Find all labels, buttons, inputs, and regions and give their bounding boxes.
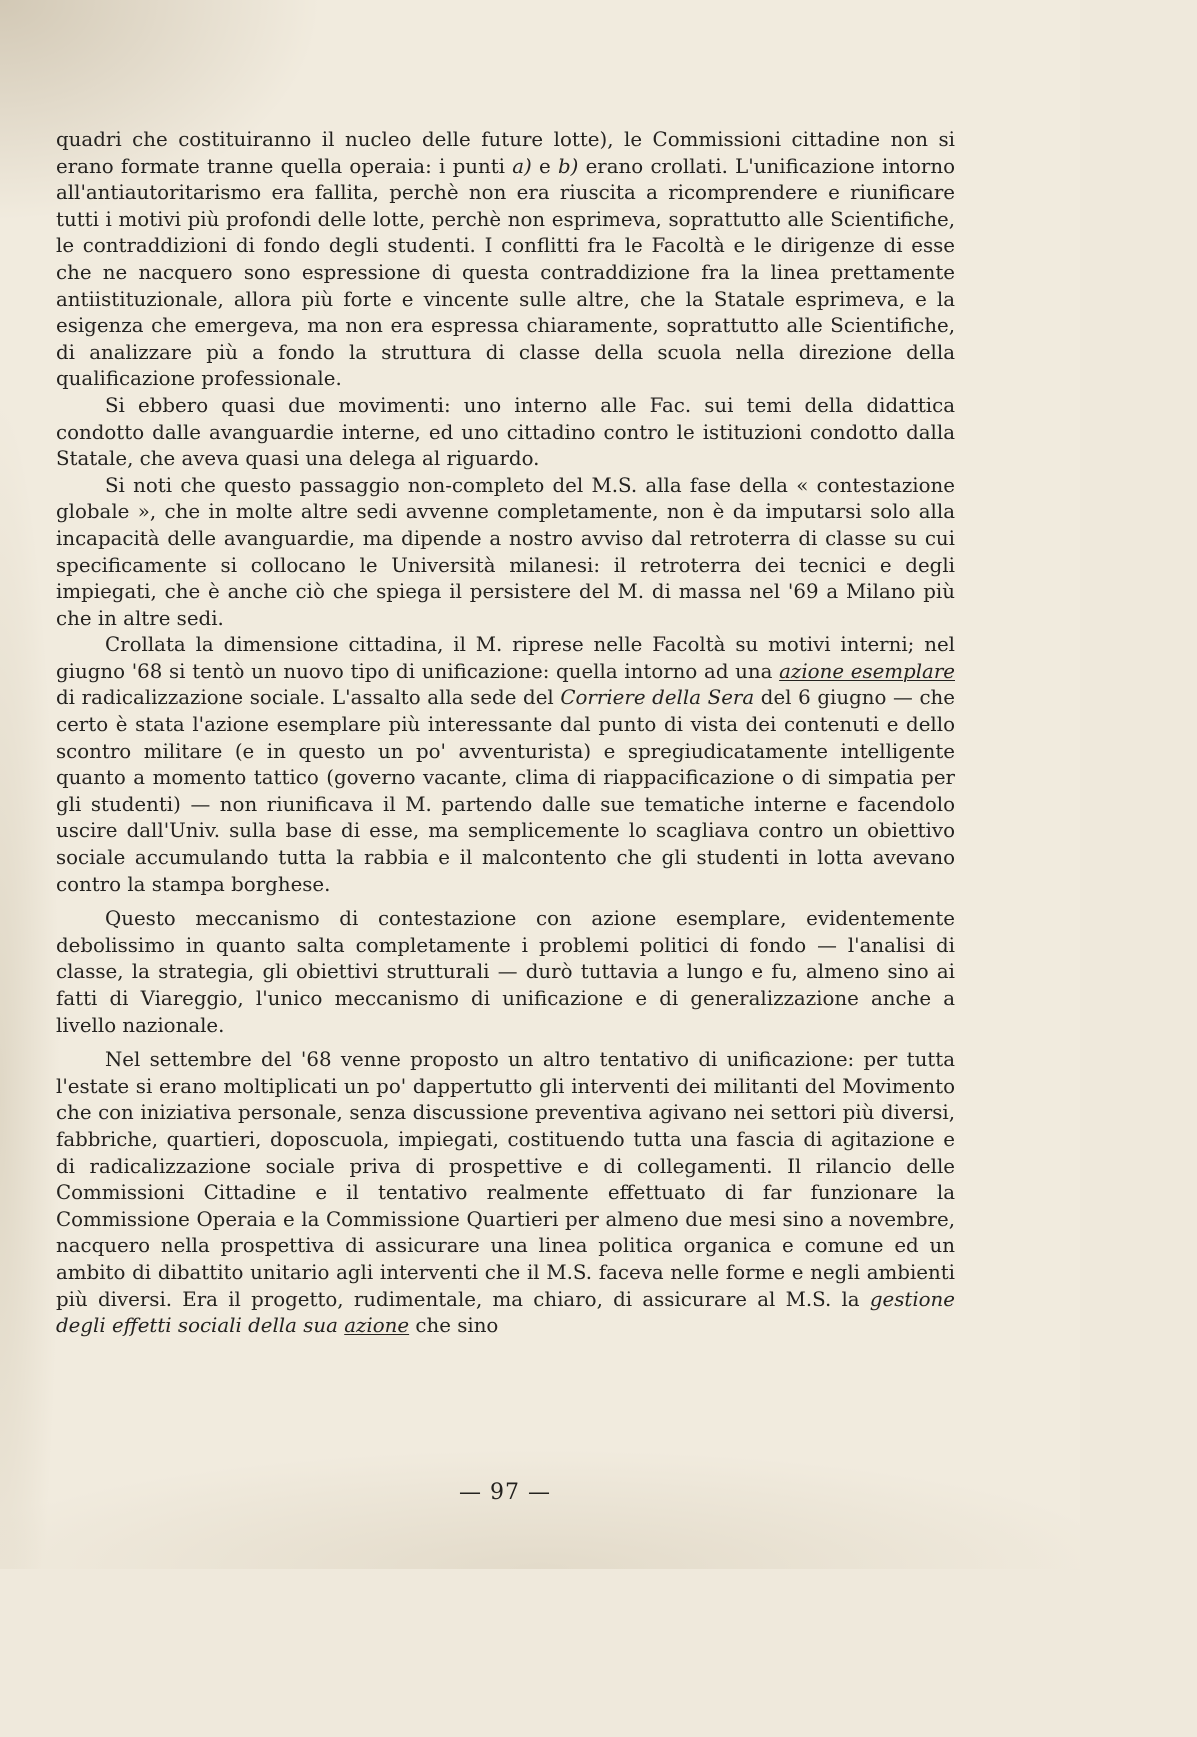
text-run: Crollata la dimensione cittadina, il M. riprese nelle Facoltà su motivi interni; nel giugno '68 si tentò un nuovo tipo di unificazione: quella intorno ad una — [56, 633, 955, 683]
text-run: Questo meccanismo di contestazione con azione esemplare, evidentemente debolissimo in quanto salta completamente i problemi politici di fondo — l'analisi di classe, la strategia, gli obiettivi strutturali — durò tuttavia a lungo e fu, almeno sino ai fatti di Viareggio, l'unico meccanismo di unificazione e di generalizzazione anche a livello nazionale. — [56, 907, 955, 1037]
text-run: erano crollati. L'unificazione intorno all'antiautoritarismo era fallita, perchè non era riuscita a ricomprendere e riunificare tutti i motivi più profondi delle lotte, perchè non esprimeva, soprattutto alle Scientifiche, le contraddizioni di fondo degli studenti. I conflitti fra le Facoltà e le dirigenze di esse che ne nacquero sono espressione di questa contraddizione fra la linea prettamente antiistituzionale, allora più forte e vincente sulle altre, che la Statale esprimeva, e la esigenza che emergeva, ma non era espressa chiaramente, soprattutto alle Scientifiche, di analizzare più a fondo la struttura di classe della scuola nella direzione della qualificazione professionale. — [56, 154, 955, 391]
italic-text-run: azione — [344, 1314, 410, 1338]
text-run: del 6 giugno — che certo è stata l'azione esemplare più interessante dal punto di vista dei contenuti e dello scontro militare (e in questo un po' avventurista) e spregiudicatamente intelligente quanto a momento tattico (governo vacante, clima di riappacificazione o di simpatia per gli studenti) — non riunificava il M. partendo dalle sue tematiche interne e facendolo uscire dall'Univ. sulla base di esse, ma semplicemente lo scagliava contro un obiettivo sociale accumulando tutta la rabbia e il malcontento che gli studenti in lotta avevano contro la stampa borghese. — [56, 686, 955, 896]
italic-text-run: Corriere della Sera — [560, 686, 755, 710]
text-run: che sino — [409, 1314, 499, 1338]
italic-text-run: gestione degli effetti sociali della sua — [56, 1287, 955, 1338]
text-run: quadri che costituiranno il nucleo delle future lotte), le Commissioni cittadine non si erano formate tranne quella operaia: i punti — [56, 128, 955, 178]
paragraph-p6 — [56, 1047, 955, 1340]
paragraph-p4 — [56, 632, 955, 898]
body-text — [56, 127, 955, 1340]
text-run: e — [531, 154, 558, 178]
page-number: — 97 — — [459, 1480, 551, 1505]
italic-text-run: b) — [557, 154, 579, 178]
text-run: Si ebbero quasi due movimenti: uno interno alle Fac. sui temi della didattica condotto dalle avanguardie interne, ed uno cittadino contro le istituzioni condotto dalla Statale, che aveva quasi una delega al riguardo. — [56, 393, 955, 471]
paragraph-p5 — [56, 906, 955, 1039]
text-run: Nel settembre del '68 venne proposto un altro tentativo di unificazione: per tutta l'estate si erano moltiplicati un po' dappertutto gli interventi dei militanti del Movimento che con iniziativa personale, senza discussione preventiva agivano nei settori più diversi, fabbriche, quartieri, doposcuola, impiegati, costituendo tutta una fascia di agitazione e di radicalizzazione sociale priva di prospettive e di collegamenti. Il rilancio delle Commissioni Cittadine e il tentativo realmente effettuato di far funzionare la Commissione Operaia e la Commissione Quartieri per almeno due mesi sino a novembre, nacquero nella prospettiva di assicurare una linea politica organica e comune ed un ambito di dibattito unitario agli interventi che il M.S. faceva nelle forme e negli ambienti più diversi. Era il progetto, rudimentale, ma chiaro, di assicurare al M.S. la — [56, 1048, 955, 1311]
paragraph-p1 — [56, 127, 955, 393]
italic-text-run: a) — [512, 154, 532, 178]
text-run: Si noti che questo passaggio non-completo del M.S. alla fase della « contestazione globale », che in molte altre sedi avvenne completamente, non è da imputarsi solo alla incapacità delle avanguardie, ma dipende a nostro avviso dal retroterra di classe su cui specificamente si collocano le Università milanesi: il retroterra dei tecnici e degli impiegati, che è anche ciò che spiega il persistere del M. di massa nel '69 a Milano più che in altre sedi. — [56, 473, 955, 630]
paragraph-p2 — [56, 393, 955, 473]
paragraph-p3 — [56, 473, 955, 633]
text-run: di radicalizzazione sociale. L'assalto alla sede del — [56, 686, 561, 710]
italic-text-run: azione esemplare — [779, 659, 955, 683]
